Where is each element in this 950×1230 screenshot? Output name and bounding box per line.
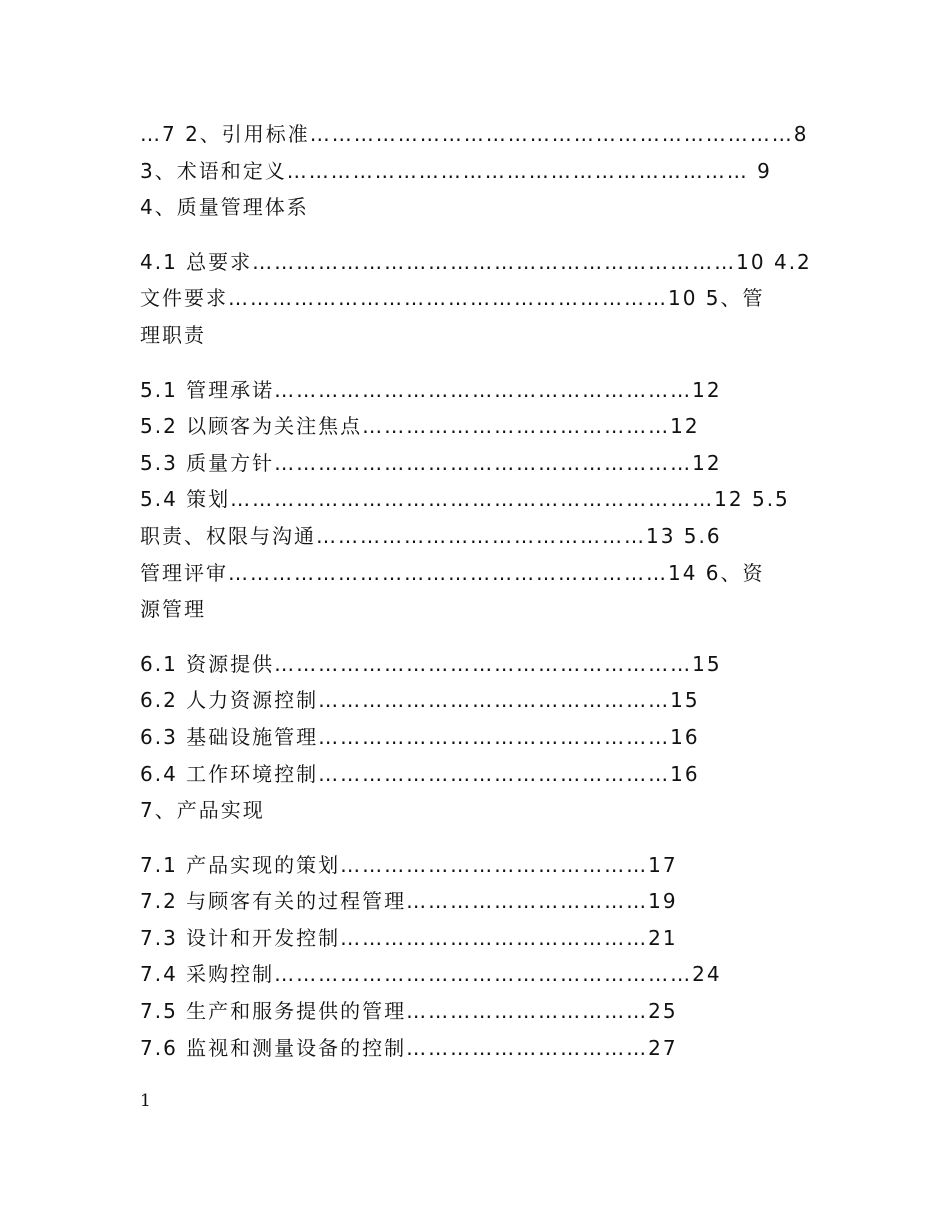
- toc-line: 6.1 资源提供…………………………………………………15: [140, 651, 722, 676]
- toc-line: 4、质量管理体系: [140, 195, 309, 220]
- page-number: 1: [140, 1091, 151, 1111]
- toc-line: …7 2、引用标准…………………………………………………………8: [140, 122, 809, 146]
- toc-line: 3、术语和定义……………………………………………………… 9: [140, 158, 772, 183]
- table-of-contents: [140, 116, 812, 1066]
- section-gap: [140, 628, 812, 646]
- toc-line: 理职责: [140, 322, 206, 347]
- toc-line: 5.1 管理承诺…………………………………………………12: [140, 377, 722, 402]
- toc-line: 管理评审……………………………………………………14 6、资: [140, 560, 765, 585]
- section-gap: [140, 829, 812, 847]
- toc-line: 7.6 监视和测量设备的控制……………………………27: [140, 1035, 678, 1060]
- toc-line: 6.2 人力资源控制…………………………………………15: [140, 688, 700, 713]
- toc-line: 5.4 策划…………………………………………………………12 5.5: [140, 487, 790, 512]
- toc-line: 5.3 质量方针…………………………………………………12: [140, 450, 722, 475]
- toc-line: 源管理: [140, 597, 206, 622]
- toc-line: 职责、权限与沟通………………………………………13 5.6: [140, 523, 722, 548]
- toc-line: 7.3 设计和开发控制……………………………………21: [140, 925, 678, 950]
- section-gap: [140, 354, 812, 372]
- toc-line: 6.4 工作环境控制…………………………………………16: [140, 761, 700, 786]
- toc-line: 7.5 生产和服务提供的管理……………………………25: [140, 999, 678, 1024]
- section-gap: [140, 226, 812, 244]
- toc-line: 5.2 以顾客为关注焦点……………………………………12: [140, 414, 700, 439]
- toc-line: 7.4 采购控制…………………………………………………24: [140, 962, 722, 987]
- toc-line: 文件要求……………………………………………………10 5、管: [140, 286, 765, 311]
- toc-line: 6.3 基础设施管理…………………………………………16: [140, 724, 700, 749]
- toc-line: 7、产品实现: [140, 798, 265, 823]
- toc-line: 4.1 总要求…………………………………………………………10 4.2: [140, 249, 812, 274]
- toc-line: 7.1 产品实现的策划……………………………………17: [140, 852, 678, 877]
- toc-line: 7.2 与顾客有关的过程管理……………………………19: [140, 889, 678, 914]
